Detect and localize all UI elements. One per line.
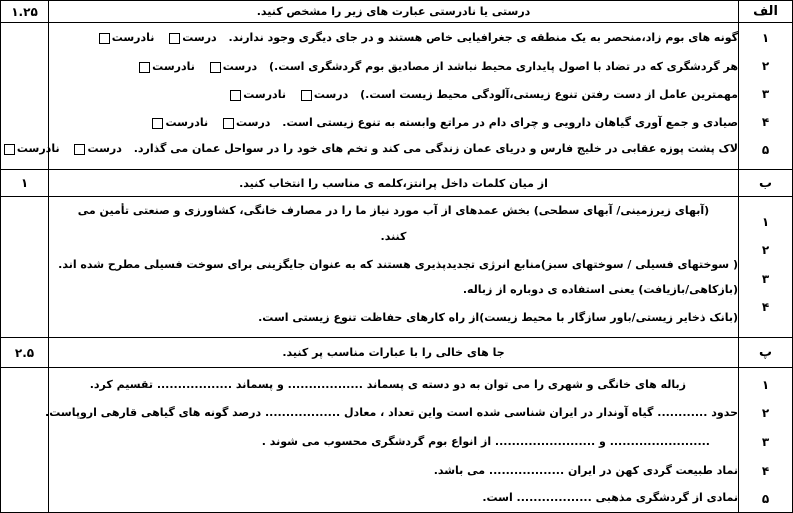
true-false-item <box>49 83 738 111</box>
choice-item-continued: کنند. <box>380 230 407 243</box>
question-number: ۳ <box>761 271 770 286</box>
choice-item: (بانک ذخایر زیستی/باور سازگار با محیط زیست)از راه کارهای حفاظت تنوع زیستی است. <box>258 311 738 324</box>
question-number: ۵ <box>761 492 770 506</box>
true-false-item <box>16 138 738 162</box>
question-text: مهمترین عامل از دست رفتن تنوع زیستی،آلودگی محیط زیست است.) <box>360 88 738 101</box>
section-be-header <box>1 170 793 197</box>
section-score: ۱.۲۵ <box>1 1 49 23</box>
true-label: درست <box>236 116 271 129</box>
question-number: ۳ <box>761 435 770 449</box>
section-letter: الف <box>739 1 793 23</box>
question-number: ۵ <box>761 143 770 157</box>
section-be-body <box>1 197 793 338</box>
true-label: درست <box>222 60 258 73</box>
section-score: ۱ <box>1 170 49 197</box>
true-false-item <box>49 27 738 55</box>
false-checkbox[interactable] <box>139 62 150 73</box>
section-letter: ب <box>739 170 793 197</box>
question-number: ۴ <box>761 464 770 478</box>
question-number: ۲ <box>761 406 770 420</box>
true-false-item <box>49 55 738 83</box>
fill-blank-item: زباله های خانگی و شهری را می توان به دو دسته ی پسماند .................. و پسماند .................. تقسیم کرد. <box>89 378 686 391</box>
question-text: گونه های بوم زاد،منحصر به یک منطقه ی جغرافیایی خاص هستند و در جای دیگری وجود ندارند. <box>228 31 738 44</box>
section-alef-header <box>1 1 793 23</box>
true-checkbox[interactable] <box>74 144 85 155</box>
question-number: ۱ <box>761 214 770 229</box>
false-label: نادرست <box>165 116 209 129</box>
false-label: نادرست <box>16 142 60 155</box>
section-pe-body <box>1 368 793 513</box>
true-checkbox[interactable] <box>169 33 180 44</box>
section-pe-header <box>1 338 793 368</box>
true-label: درست <box>87 142 122 155</box>
question-number: ۱ <box>761 378 770 392</box>
question-numbers <box>739 197 793 338</box>
section-title: درستی یا نادرستی عبارت های زیر را مشخص کنید. <box>49 1 739 23</box>
question-number: ۴ <box>761 115 770 129</box>
question-number: ۳ <box>761 87 770 101</box>
false-checkbox[interactable] <box>152 118 163 129</box>
question-number: ۲ <box>761 242 770 257</box>
question-text: هر گردشگری که در تضاد با اصول پایداری محیط نباشد از مصادیق بوم گردشگری است.) <box>269 60 738 73</box>
choice-items <box>49 197 739 338</box>
true-checkbox[interactable] <box>223 118 234 129</box>
true-checkbox[interactable] <box>210 62 221 73</box>
question-number: ۲ <box>761 59 770 73</box>
score-cell-empty <box>1 368 49 513</box>
section-title: از میان کلمات داخل پرانتز،کلمه ی مناسب را انتخاب کنید. <box>49 170 739 197</box>
true-false-item <box>49 111 738 138</box>
false-checkbox[interactable] <box>230 90 241 101</box>
choice-item: (بازکاهی/بازیافت) یعنی استفاده ی دوباره از زباله. <box>462 283 738 296</box>
false-label: نادرست <box>111 31 155 44</box>
question-number: ۴ <box>761 299 770 314</box>
section-title: جا های خالی را با عبارات مناسب پر کنید. <box>49 338 739 368</box>
fill-blank-item: ........................ و ........................ از انواع بوم گردشگری محسوب می شوند . <box>261 435 710 448</box>
section-letter: پ <box>739 338 793 368</box>
false-label: نادرست <box>243 88 286 101</box>
question-numbers <box>739 23 793 170</box>
section-score: ۲.۵ <box>1 338 49 368</box>
fill-blank-item: حدود ............ گیاه آوندار در ایران شناسی شده است واین تعداد ، معادل .................. درصد گونه های گیاهی قارهی اروپاست. <box>45 406 738 419</box>
question-number: ۱ <box>761 31 770 45</box>
choice-item: ( سوختهای فسیلی / سوختهای سبز)منابع انرژی تجدیدپذیری هستند که به عنوان جایگزینی برای سوخت فسیلی مطرح شده اند. <box>58 258 738 271</box>
choice-item: (آبهای زیرزمینی/ آبهای سطحی) بخش عمدهای از آب مورد نیاز ما را در مصارف خانگی، کشاورزی و صنعتی تأمین می <box>77 204 710 217</box>
question-text: لاک پشت پوزه عقابی در خلیج فارس و دریای عمان زندگی می کند و تخم های خود را در سواحل عمان می گذارد. <box>133 142 738 155</box>
fill-blank-item: نمادی از گردشگری مذهبی .................. است. <box>482 491 738 504</box>
false-label: نادرست <box>152 60 195 73</box>
question-text: صیادی و جمع آوری گیاهان دارویی و چرای دام در مراتع وابسته به تنوع زیستی است. <box>282 116 738 129</box>
true-checkbox[interactable] <box>301 90 312 101</box>
true-label: درست <box>313 88 349 101</box>
question-numbers <box>739 368 793 513</box>
true-false-items <box>16 23 739 170</box>
fill-blank-item: نماد طبیعت گردی کهن در ایران .................. می باشد. <box>433 464 738 477</box>
true-label: درست <box>182 31 217 44</box>
fill-blank-items <box>45 368 739 513</box>
false-checkbox[interactable] <box>4 144 15 155</box>
false-checkbox[interactable] <box>99 33 110 44</box>
section-alef-body <box>1 23 793 170</box>
score-cell-empty <box>1 197 49 338</box>
